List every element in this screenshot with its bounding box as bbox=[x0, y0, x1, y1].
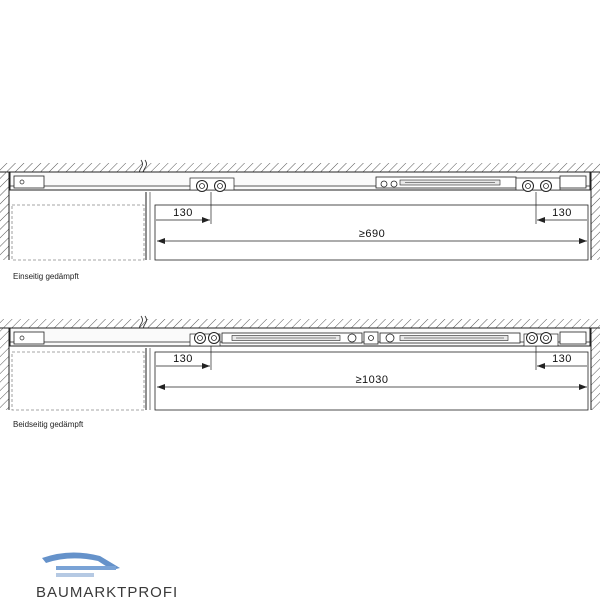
dim-left-label: 130 bbox=[173, 207, 193, 219]
roller-pair-left bbox=[190, 178, 234, 192]
end-stop-left bbox=[14, 176, 44, 188]
damper-unit-left bbox=[222, 333, 362, 343]
roller-pair-right bbox=[516, 178, 560, 192]
brand-logo bbox=[36, 552, 178, 600]
fixed-panel-dashed bbox=[12, 205, 144, 260]
end-stop-right bbox=[560, 176, 586, 188]
damper-unit bbox=[376, 177, 516, 188]
dim-right-label: 130 bbox=[552, 353, 572, 365]
center-coupler bbox=[364, 332, 378, 344]
roller-pair-right bbox=[524, 333, 558, 347]
wall-hatch-right bbox=[591, 328, 600, 410]
dim-right-label: 130 bbox=[552, 207, 572, 219]
logo-text: BAUMARKTPROFI bbox=[36, 584, 179, 600]
fixed-panel-dashed bbox=[12, 352, 144, 410]
section-caption: Beidseitig gedämpft bbox=[13, 420, 84, 429]
section-single-damped bbox=[0, 160, 600, 281]
wall-hatch-left bbox=[0, 172, 9, 260]
dim-total-label: ≥690 bbox=[358, 228, 386, 240]
wall-hatch-right bbox=[591, 172, 600, 260]
section-caption: Einseitig gedämpft bbox=[13, 272, 79, 281]
damper-unit-right bbox=[380, 333, 520, 343]
end-stop-left bbox=[14, 332, 44, 344]
dim-total-label: ≥1030 bbox=[355, 374, 389, 386]
roller-pair-left bbox=[190, 333, 220, 347]
dim-left-label: 130 bbox=[173, 353, 193, 365]
wall-hatch-left bbox=[0, 328, 9, 410]
end-stop-right bbox=[560, 332, 586, 344]
ceiling-hatch bbox=[0, 319, 600, 328]
logo-bar bbox=[56, 566, 116, 570]
section-double-damped bbox=[0, 316, 600, 429]
ceiling-hatch bbox=[0, 163, 600, 172]
